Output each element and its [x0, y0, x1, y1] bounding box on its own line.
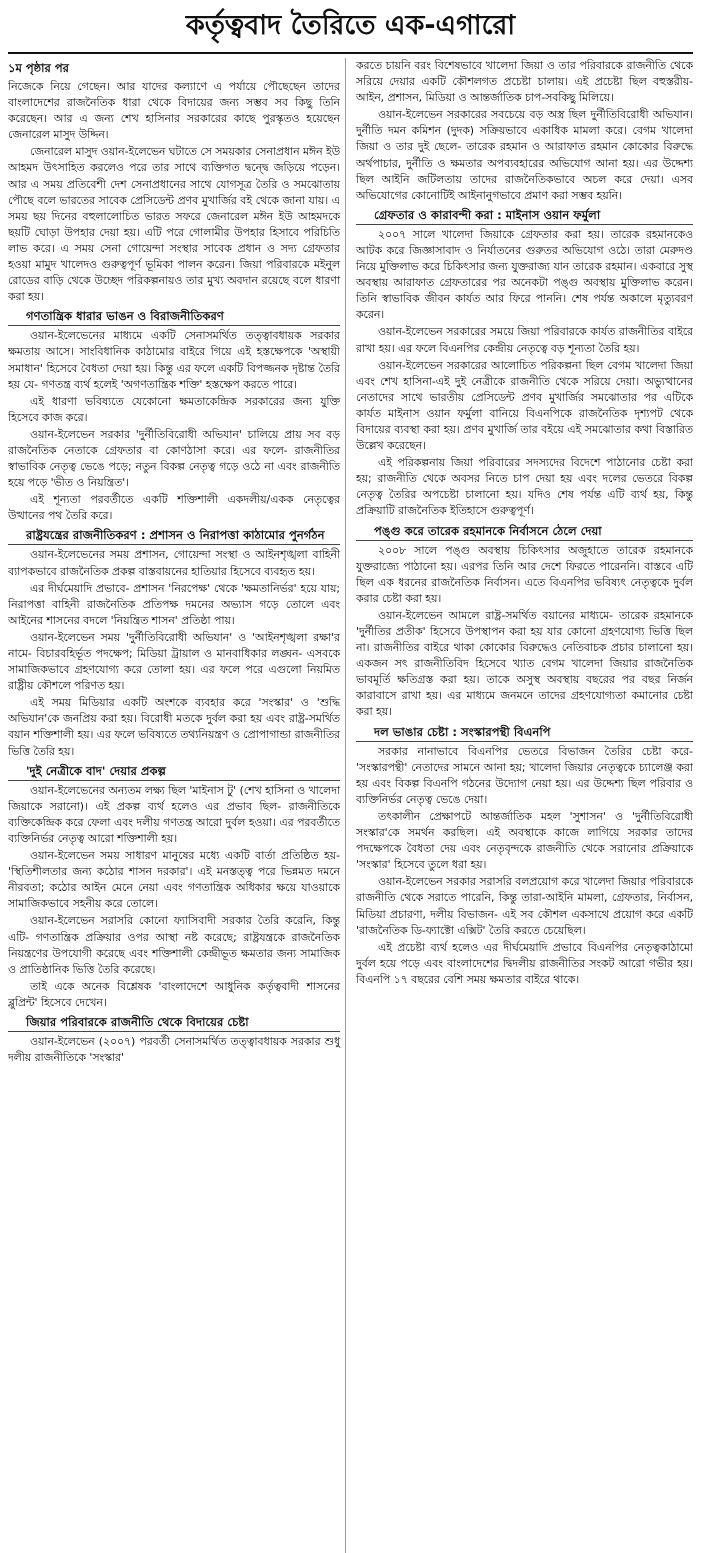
- article-columns: [8, 58, 693, 1553]
- paragraph: ওয়ান-ইলেভেনের মাধ্যমে একটি সেনাসমর্থিত তত্ত্বাবধায়ক সরকার ক্ষমতায় আসে। সাংবিধানিক কাঠামোর বাইরে গিয়ে এই হস্তক্ষেপকে 'অস্থায়ী সমাধান' হিসেবে বৈধতা দেয়া হয়। কিন্তু এর ফলে একটি বিপজ্জনক দৃষ্টান্ত তৈরি হয় যে- গণতন্ত্র ব্যর্থ হলেই 'অগণতান্ত্রিক শক্তি' হস্তক্ষেপ করতে পারে।: [8, 329, 340, 391]
- subheading: দল ভাঙার চেষ্টা : সংস্কারপন্থী বিএনপি: [356, 724, 693, 742]
- headline: কর্তৃত্ববাদ তৈরিতে এক-এগারো: [8, 0, 693, 54]
- paragraph: ওয়ান-ইলেভেনের সময় প্রশাসন, গোয়েন্দা সংস্থা ও আইনশৃঙ্খলা বাহিনী ব্যাপকভাবে রাজনৈতিক প্রকল্প বাস্তবায়নের হাতিয়ার হিসেবে ব্যবহৃত হয়।: [8, 548, 340, 578]
- paragraph: ওয়ান-ইলেভেন সরকারের সময়ে জিয়া পরিবারকে কার্যত রাজনীতির বাইরে রাখা হয়। এর ফলে বিএনপির কেন্দ্রীয় নেতৃত্বে বড় শূন্যতা তৈরি হয়।: [356, 325, 693, 355]
- paragraph: ওয়ান-ইলেভেন আমলে রাষ্ট্র-সমর্থিত বয়ানের মাধ্যমে- তারেক রহমানকে 'দুর্নীতির প্রতীক' হিসেবে উপস্থাপন করা হয় যার কোনো গ্রহণযোগ্য ভিত্তি ছিল না। রাজনীতির বাইরে থাকা কোকোর বিরুদ্ধেও নেতিবাচক প্রচার চালানো হয়। একজন সৎ রাজনীতিবিদ হিসেবে খ্যাত বেগম খালেদা জিয়ার রাজনৈতিক ভাবমূর্তি ক্ষতিগ্রস্ত করা হয়। তাকে অসুস্থ অবস্থায় বছরের পর বছর নির্জন কারাবাসে রাখা হয়। এর মাধ্যমে জনমনে তাদের গ্রহণযোগ্যতা কমানোর চেষ্টা করা হয়।: [356, 608, 693, 719]
- paragraph: নিজেকে নিয়ে গেছেন। আর যাদের কল্যাণে এ পর্যায়ে পৌছেছেন তাদের বাংলাদেশের রাজনৈতিক ধারা থেকে বিদায়ের জন্য সম্ভব সব কিছু তিনি করেছেন। আর এ জন্য শেখ হাসিনার সরকারের কাছে পুরস্কৃতও হয়েছেন জেনারেল মাসুদ উদ্দিন।: [8, 80, 340, 142]
- paragraph: ওয়ান-ইলেভেন সরকারের সবচেয়ে বড় অস্ত্র ছিল দুর্নীতিবিরোধী অভিযান। দুর্নীতি দমন কমিশন (দুদক) সক্রিয়ভাবে একাধিক মামলা করে। বেগম খালেদা জিয়া ও তার দুই ছেলে- তারেক রহমান ও আরাফাত রহমান কোকোর বিরুদ্ধে অর্থপাচার, দুর্নীতি ও ক্ষমতার অপব্যবহারের অভিযোগ আনা হয়। এর উদ্দেশ্য ছিল আইনি জটিলতায় তাদের রাজনৈতিকভাবে অচল করে দেয়া। এসব অভিযোগের কোনোটিই আইনানুগভাবে প্রমাণ করা সম্ভব হয়নি।: [356, 108, 693, 202]
- paragraph: ওয়ান-ইলেভেন সরাসরি কোনো ফ্যাসিবাদী সরকার তৈরি করেনি, কিন্তু এটি- গণতান্ত্রিক প্রক্রিয়ার ওপর আস্থা নষ্ট করেছে; রাষ্ট্রযন্ত্রকে রাজনৈতিক নিয়ন্ত্রণের উপযোগী করেছে এবং শক্তিশালী কেন্দ্রীভূত ক্ষমতার জন্য সামাজিক ও প্রাতিষ্ঠানিক ভিত্তি তৈরি করেছে।: [8, 914, 340, 976]
- subheading: 'দুই নেত্রীকে বাদ' দেয়ার প্রকল্প: [8, 763, 340, 781]
- paragraph: এই শূন্যতা পরবর্তীতে একটি শক্তিশালী একদলীয়/একক নেতৃত্বের উত্থানের পথ তৈরি করে।: [8, 493, 340, 523]
- subheading: গণতান্ত্রিক ধারার ভাঙন ও বিরাজনীতিকরণ: [8, 308, 340, 326]
- paragraph: ওয়ান-ইলেভেন সরকার সরাসরি বলপ্রয়োগ করে খালেদা জিয়ার পরিবারকে রাজনীতি থেকে সরাতে পারেনি, কিন্তু তারা-আইনি মামলা, গ্রেফতার, নির্বাসন, মিডিয়া প্রচারণা, দলীয় বিভাজন- এই সব কৌশল একসাথে প্রয়োগ করে একটি 'রাজনৈতিক ডি-ফ্যাক্টো এক্সিট' তৈরি করতে চেয়েছিল।: [356, 875, 693, 937]
- paragraph: সরকার নানাভাবে বিএনপির ভেতরে বিভাজন তৈরির চেষ্টা করে- 'সংস্কারপন্থী' নেতাদের সামনে আনা হয়; খালেদা জিয়ার নেতৃত্বকে চ্যালেঞ্জ করা হয় এবং বিকল্প বিএনপি গঠনের উদ্যোগ নেয়া হয়। এর উদ্দেশ্য ছিল পরিবার ও ব্যক্তিনির্ভর নেতৃত্ব ভেঙে দেয়া।: [356, 744, 693, 806]
- paragraph: ওয়ান-ইলেভেন সরকার 'দুর্নীতিবিরোধী অভিযান' চালিয়ে প্রায় সব বড় রাজনৈতিক নেতাকে গ্রেফতার বা কোণঠাসা করে। এর ফলে- রাজনীতির স্বাভাবিক নেতৃত্ব ভেঙে পড়ে; নতুন বিকল্প নেতৃত্ব গড়ে ওঠে না এবং রাজনীতি হয়ে পড়ে 'ভীত ও নিয়ন্ত্রিত'।: [8, 427, 340, 490]
- subheading: পঙ্গু করে তারেক রহমানকে নির্বাসনে ঠেলে দেয়া: [356, 523, 693, 541]
- paragraph: ওয়ান-ইলেভেনের অন্যতম লক্ষ্য ছিল 'মাইনাস টু' (শেখ হাসিনা ও খালেদা জিয়াকে সরানো)। এই প্রকল্প ব্যর্থ হলেও এর প্রভাব ছিল- রাজনীতিকে ব্যক্তিকেন্দ্রিক করে ফেলা এবং দলীয় গণতন্ত্র আরো দুর্বল হওয়া। এর পরবর্তীতে ব্যক্তিনির্ভর নেতৃত্ব আরো শক্তিশালী হয়।: [8, 783, 340, 845]
- subheading: জিয়ার পরিবারকে রাজনীতি থেকে বিদায়ের চেষ্টা: [8, 1014, 340, 1032]
- continued-from-label: ১ম পৃষ্ঠার পর: [8, 61, 69, 75]
- paragraph: ওয়ান-ইলেভেন (২০০৭) পরবর্তী সেনাসমর্থিত তত্ত্বাবধায়ক সরকার শুধু দলীয় রাজনীতিকে 'সংস্কার': [8, 1034, 340, 1065]
- paragraph: করতে চায়নি বরং বিশেষভাবে খালেদা জিয়া ও তার পরিবারকে রাজনীতি থেকে সরিয়ে দেয়ার একটি কৌশলগত প্রচেষ্টা চালায়। এই প্রচেষ্টা ছিল বহুস্তরীয়- আইন, প্রশাসন, মিডিয়া ও আন্তর্জাতিক চাপ-সবকিছু মিলিয়ে।: [356, 59, 693, 105]
- paragraph: জেনারেল মাসুদ ওয়ান-ইলেভেন ঘটাতে সে সময়কার সেনাপ্রধান মঈন ইউ আহমদ উৎসাহিত করলেও পরে তার সাথে ব্যক্তিগত দ্বন্দ্বে জড়িয়ে পড়েন। আর এ সময় প্রতিবেশী দেশ সেনাপ্রধানের সাথে যোগসূত্র তৈরি ও সমঝোতায় পৌছে বলে ভারতের সাবেক প্রেসিডেন্ট প্রণব মুখার্জির বই থেকে জানা যায়। এ সময় ছয় দিনের বহুলালোচিত ভারত সফরে জেনারেল মঈন ইউ আহমদকে ছয়টি ঘোড়া উপহার দেয়া হয়। এটি পরে গোলামীর উপহার হিসাবে পরিচিতি লাভ করে। এ সময় সেনা গোয়েন্দা সংস্থার সাবেক প্রধান ও সদ্য গ্রেফতার হওয়া মামুদ খালেদও গুরুত্বপূর্ণ ভূমিকা পালন করেন। জিয়া পরিবারকে মইনুল রোডের বাড়ি থেকে উচ্ছেদ পরিকল্পনায়ও তার মুখ্য অবদান রয়েছে বলে ধারণা করা হয়।: [8, 145, 340, 304]
- paragraph: ওয়ান-ইলেভেন সময় 'দুর্নীতিবিরোধী অভিযান' ও 'আইনশৃঙ্খলা রক্ষা'র নামে- বিচারবহির্ভূত পদক্ষেপ; মিডিয়া ট্রায়াল ও মানবাধিকার লঙ্ঘন- এসবকে সামাজিকভাবে গ্রহণযোগ্য করে তোলা হয়। এর ফলে পরে এগুলো নিয়মিত রাষ্ট্রীয় কৌশলে পরিণত হয়।: [8, 630, 340, 693]
- paragraph: ওয়ান-ইলেভেন সময় সাধারণ মানুষের মধ্যে একটি বার্তা প্রতিষ্ঠিত হয়- 'স্থিতিশীলতার জন্য কঠোর শাসন দরকার'। এই মনস্তত্ত্ব পরে ভিন্নমত দমনে নীরবতা; কঠোর আইন মেনে নেয়া এবং গণতান্ত্রিক অধিকার ক্ষয়ে যাওয়াকে সামাজিকভাবে সহনীয় করে তোলে।: [8, 849, 340, 911]
- right-column: [354, 58, 693, 1553]
- paragraph: এই পরিকল্পনায় জিয়া পরিবারের সদস্যদের বিদেশে পাঠানোর চেষ্টা করা হয়; রাজনীতি থেকে অবসর নিতে চাপ দেয়া হয় এবং দলের ভেতরে বিকল্প নেতৃত্ব তৈরির অপচেষ্টা চালানো হয়। যদিও শেষ পর্যন্ত এটি ব্যর্থ হয়, কিন্তু প্রক্রিয়াটি রাজনৈতিক ইতিহাসে গুরুত্বপূর্ণ।: [356, 456, 693, 518]
- subheading: গ্রেফতার ও কারাবন্দী করা : মাইনাস ওয়ান ফর্মুলা: [356, 207, 693, 225]
- subheading: রাষ্ট্রযন্ত্রের রাজনীতিকরণ : প্রশাসন ও নিরাপত্তা কাঠামোর পুনর্গঠন: [8, 527, 340, 545]
- paragraph: ২০০৭ সালে খালেদা জিয়াকে গ্রেফতার করা হয়। তারেক রহমানকেও আটক করে জিজ্ঞাসাবাদ ও নির্যাতনের গুরুতর অভিযোগ ওঠে। তারা মেরুদণ্ড নিয়ে মুক্তিলাভ করে চিকিৎসার জন্য যুক্তরাজ্য যান তারেক রহমান। একবারে সুস্থ অবস্থায় আরাফাত গ্রেফতারের পর অনেকটা পঙ্গু অবস্থায় মুক্তিলাভ করেন। তিনি স্বাভাবিক জীবন কার্যত আর ফিরে পাননি। শেষ পর্যন্ত অকালে মৃত্যুবরণ করেন।: [356, 227, 693, 322]
- paragraph: তাই একে অনেক বিশ্লেষক 'বাংলাদেশে আধুনিক কর্তৃত্ববাদী শাসনের ব্লুপ্রিন্ট' হিসেবে দেখেন।: [8, 979, 340, 1009]
- left-column: [8, 58, 346, 1553]
- paragraph: ওয়ান-ইলেভেন সরকারের আলোচিত পরিকল্পনা ছিল বেগম খালেদা জিয়া এবং শেখ হাসিনা-এই দুই নেত্রীকে রাজনীতি থেকে সরিয়ে দেয়া। অভ্যুত্থানের নেতাদের সাথে ভারতীয় প্রেসিডেন্ট প্রণব মুখার্জির সমঝোতার পর এটিকে কার্যত মাইনাস ওয়ান ফর্মুলা বানিয়ে বিএনপিকে রাজনৈতিক দৃশ্যপট থেকে বিদায়ের ব্যবস্থা করা হয়। প্রণব মুখার্জি তার বইয়ে এই সমঝোতার কথা বিস্তারিত উল্লেখ করেছেন।: [356, 358, 693, 453]
- paragraph: এর দীর্ঘমেয়াদি প্রভাবে- প্রশাসন 'নিরপেক্ষ' থেকে 'ক্ষমতানির্ভর' হয়ে যায়; নিরাপত্তা বাহিনী রাজনৈতিক প্রতিপক্ষ দমনের অভ্যাস গড়ে তোলে এবং আইনের শাসনের বদলে 'নিয়ন্ত্রিত শাসন' প্রতিষ্ঠা পায়।: [8, 581, 340, 627]
- paragraph: এই ধারণা ভবিষ্যতে যেকোনো ক্ষমতাকেন্দ্রিক সরকারের জন্য যুক্তি হিসেবে কাজ করে।: [8, 394, 340, 424]
- paragraph: তৎকালীন প্রেক্ষাপটে আন্তর্জাতিক মহল 'সুশাসন' ও 'দুর্নীতিবিরোধী সংস্কার'কে সমর্থন করছিল। এই অবস্থাকে কাজে লাগিয়ে সরকার তাদের পদক্ষেপকে বৈধতা দেয় এবং নেতৃবৃন্দকে রাজনীতি থেকে সরানোর প্রক্রিয়াকে 'সংস্কার' হিসেবে তুলে ধরা হয়।: [356, 809, 693, 872]
- paragraph: এই প্রচেষ্টা ব্যর্থ হলেও এর দীর্ঘমেয়াদি প্রভাবে বিএনপির নেতৃত্বকাঠামো দুর্বল হয়ে পড়ে এবং বাংলাদেশের দ্বিদলীয় রাজনীতির সংকট আরো গভীর হয়। বিএনপি ১৭ বছরের বেশি সময় ক্ষমতার বাইরে থাকে।: [356, 940, 693, 986]
- paragraph: ২০০৮ সালে পঙ্গু অবস্থায় চিকিৎসার অজুহাতে তারেক রহমানকে যুক্তরাজ্যে পাঠানো হয়। এরপর তিনি আর দেশে ফিরতে পারেননি। বাস্তবে এটি ছিল এক ধরনের রাজনৈতিক নির্বাসন। এতে বিএনপির ভবিষ্যৎ নেতৃত্বকে দুর্বল করার চেষ্টা করা হয়।: [356, 543, 693, 605]
- paragraph: এই সময় মিডিয়ার একটি অংশকে ব্যবহার করে 'সংস্কার' ও 'শুদ্ধি অভিযান'কে জনপ্রিয় করা হয়। বিরোধী মতকে দুর্বল করা হয় এবং রাষ্ট্র-সমর্থিত বয়ান শক্তিশালী হয়। এর ফলে ভবিষ্যতে তথ্যনিয়ন্ত্রণ ও প্রোপাগান্ডা রাজনীতির ভিত্তি তৈরি হয়।: [8, 696, 340, 758]
